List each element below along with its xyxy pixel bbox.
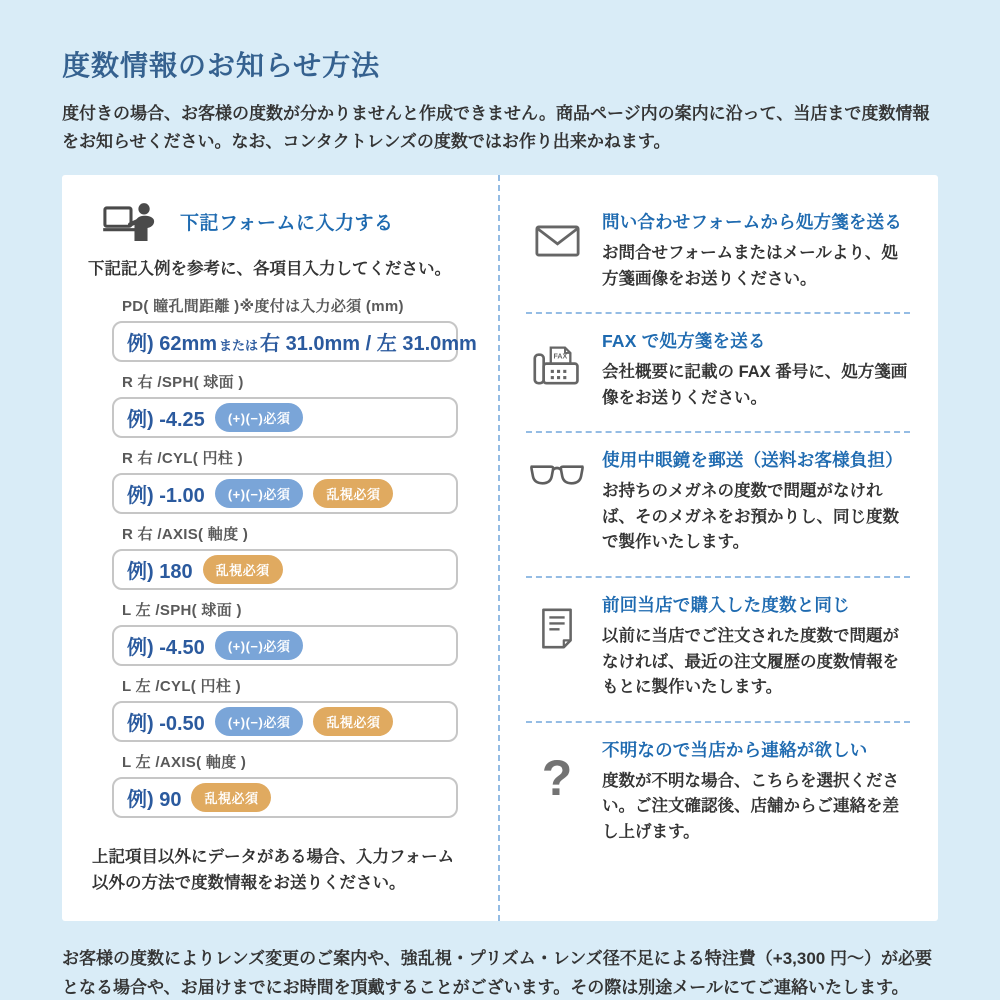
svg-text:FAX: FAX: [553, 352, 568, 361]
field-label-l-cyl: L 左 /CYL( 円柱 ): [122, 678, 241, 696]
method-text: 会社概要に記載の FAX 番号に、処方箋画像をお送りください。: [602, 363, 908, 407]
method-title: 使用中眼鏡を郵送（送料お客様負担）: [602, 450, 903, 471]
form-section-title: 下記フォームに入力する: [180, 212, 394, 234]
field-label-r-axis: R 右 /AXIS( 軸度 ): [122, 526, 249, 544]
form-section: [62, 175, 500, 921]
astigmatism-required-badge: 乱視必須: [203, 555, 283, 584]
fax-icon: [526, 328, 588, 411]
field-label-r-cyl: R 右 /CYL( 円柱 ): [122, 450, 243, 468]
field-example-pd: 例) 62mm または 右 31.0mm / 左 31.0mm: [127, 333, 477, 356]
method-previous-order: [526, 578, 910, 723]
method-title: 前回当店で購入した度数と同じ: [602, 595, 850, 615]
method-content: [602, 592, 910, 701]
field-input-pd[interactable]: [112, 321, 477, 362]
method-unknown-contact: [526, 723, 910, 866]
info-card: [62, 175, 938, 921]
document-icon: [526, 592, 588, 701]
astigmatism-required-badge: 乱視必須: [191, 783, 271, 812]
method-text: お問合せフォームまたはメールより、処方箋画像をお送りください。: [602, 244, 898, 288]
method-text: 度数が不明な場合、こちらを選択ください。ご注文確認後、店舗からご連絡を差し上げます。: [602, 771, 899, 841]
method-content: [602, 328, 910, 411]
envelope-icon: [526, 209, 588, 292]
field-input-l-axis[interactable]: 例) 90 乱視必須: [112, 777, 458, 818]
method-contact-form: [526, 195, 910, 314]
plus-minus-required-badge: (+)(−)必須: [215, 707, 304, 736]
form-section-note: 上記項目以外にデータがある場合、入力フォーム以外の方法で度数情報をお送りください。: [92, 848, 455, 893]
astigmatism-required-badge: 乱視必須: [313, 707, 393, 736]
person-at-computer-icon: [102, 201, 160, 241]
question-icon: ?: [541, 749, 573, 806]
method-content: [602, 737, 910, 846]
intro-text: 度付きの場合、お客様の度数が分かりませんと作成できません。商品ページ内の案内に沿って、当店まで度数情報をお知らせください。なお、コンタクトレンズの度数ではお作り出来かねます。: [62, 104, 930, 151]
method-title: FAX で処方箋を送る: [602, 331, 766, 352]
method-text: お持ちのメガネの度数で問題がなければ、そのメガネをお預かりし、同じ度数で製作いたします。: [602, 482, 899, 552]
field-input-r-axis[interactable]: 例) 180 乱視必須: [112, 549, 458, 590]
method-text: 以前に当店でご注文された度数で問題がなければ、最近の注文履歴の度数情報をもとに製作いたします。: [602, 627, 899, 697]
plus-minus-required-badge: (+)(−)必須: [215, 403, 304, 432]
field-input-r-cyl[interactable]: 例) -1.00 (+)(−)必須 乱視必須: [112, 473, 458, 514]
field-input-l-sph[interactable]: 例) -4.50 (+)(−)必須: [112, 625, 458, 666]
glasses-icon: [526, 447, 588, 556]
field-input-r-sph[interactable]: 例) -4.25 (+)(−)必須: [112, 397, 458, 438]
field-input-l-cyl[interactable]: 例) -0.50 (+)(−)必須 乱視必須: [112, 701, 458, 742]
methods-section: [500, 175, 938, 921]
method-mail-glasses: [526, 433, 910, 578]
method-content: [602, 209, 910, 292]
form-fields: [112, 295, 477, 818]
form-section-header: [86, 201, 458, 241]
field-label-l-axis: L 左 /AXIS( 軸度 ): [122, 754, 247, 772]
page-title: 度数情報のお知らせ方法: [62, 50, 381, 81]
method-title: 問い合わせフォームから処方箋を送る: [602, 212, 903, 233]
astigmatism-required-badge: 乱視必須: [313, 479, 393, 508]
field-label-l-sph: L 左 /SPH( 球面 ): [122, 602, 242, 620]
field-label-r-sph: R 右 /SPH( 球面 ): [122, 374, 244, 392]
footer-note: お客様の度数によりレンズ変更のご案内や、強乱視・プリズム・レンズ径不足による特注費（+3,300 円〜）が必要となる場合や、お届けまでにお時間を頂戴することがございます。その際は別途メールにてご連絡いたします。: [62, 948, 932, 997]
plus-minus-required-badge: (+)(−)必須: [215, 479, 304, 508]
form-section-subtitle: 下記記入例を参考に、各項目入力してください。: [88, 260, 451, 279]
method-fax: [526, 314, 910, 433]
field-label-pd: PD( 瞳孔間距離 )※度付は入力必須 (mm): [122, 298, 404, 316]
method-title: 不明なので当店から連絡が欲しい: [602, 739, 868, 760]
method-content: [602, 447, 910, 556]
plus-minus-required-badge: (+)(−)必須: [215, 631, 304, 660]
